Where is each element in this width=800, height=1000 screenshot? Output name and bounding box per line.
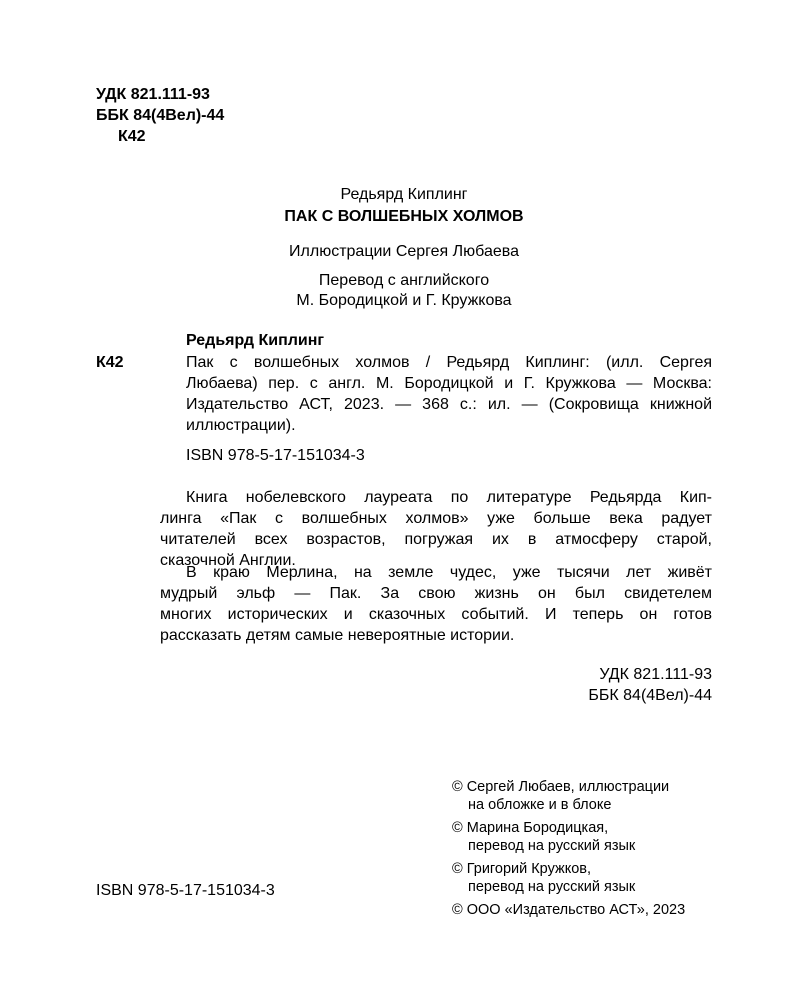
catalog-line: иллюстрации). (186, 417, 296, 434)
bbk-code: ББК 84(4Вел)-44 (96, 107, 225, 124)
copyright-line: перевод на русский язык (468, 838, 636, 854)
copyright-translator-kruzhkov (452, 860, 685, 896)
annotation-line: Книга нобелевского лауреата по литературе Редьярда Кип- (186, 489, 712, 506)
translation-credit-line1: Перевод с английского (318, 272, 490, 289)
copyright-publisher: © ООО «Издательство АСТ», 2023 (452, 902, 686, 918)
catalog-line: Издательство АСТ, 2023. — 368 с.: ил. — (Сокровища книжной (186, 396, 712, 413)
annotation-line: В краю Мерлина, на земле чудес, уже тысячи лет живёт (186, 564, 712, 581)
copyright-line: на обложке и в блоке (468, 797, 612, 813)
bbk-code-bottom: ББК 84(4Вел)-44 (588, 687, 712, 704)
udk-code-bottom: УДК 821.111-93 (599, 666, 712, 683)
copyright-line: © Григорий Кружков, (452, 861, 592, 877)
annotation-paragraph-1 (160, 487, 712, 571)
copyright-line: © Сергей Любаев, иллюстрации (452, 779, 670, 795)
annotation-line: линга «Пак с волшебных холмов» уже больше века радует (160, 510, 712, 527)
classification-top (96, 84, 224, 147)
classification-bottom (588, 664, 712, 706)
book-title: ПАК С ВОЛШЕБНЫХ ХОЛМОВ (284, 208, 524, 225)
annotation-paragraph-2 (160, 562, 712, 646)
catalog-code: К42 (96, 354, 124, 371)
annotation-line: читателей всех возрастов, погружая их в атмосферу старой, (160, 531, 712, 548)
copyright-block (452, 778, 685, 924)
catalog-description (186, 352, 712, 436)
catalog-author-heading: Редьярд Киплинг (186, 332, 325, 349)
catalog-line: Любаева) пер. с англ. М. Бородицкой и Г. Кружкова — Москва: (186, 375, 712, 392)
catalog-isbn: ISBN 978-5-17-151034-3 (186, 447, 365, 464)
author-name: Редьярд Киплинг (340, 186, 468, 203)
translation-credit-line2: М. Бородицкой и Г. Кружкова (296, 292, 512, 309)
annotation-line: мудрый эльф — Пак. За свою жизнь он был свидетелем (160, 585, 712, 602)
copyright-illustrator (452, 778, 685, 814)
catalog-line: Пак с волшебных холмов / Редьярд Киплинг: (илл. Сергея (186, 354, 712, 371)
annotation-line: многих исторических и сказочных событий. И теперь он готов (160, 606, 712, 623)
annotation-line: рассказать детям самые невероятные истории. (160, 627, 515, 644)
copyright-translator-boroditskaya (452, 819, 685, 855)
annotation-line: сказочной Англии. (160, 552, 296, 569)
copyright-line: © Марина Бородицкая, (452, 820, 609, 836)
isbn-bottom: ISBN 978-5-17-151034-3 (96, 882, 275, 899)
author-mark: К42 (118, 128, 146, 145)
illustrations-credit: Иллюстрации Сергея Любаева (289, 243, 519, 260)
copyright-line: перевод на русский язык (468, 879, 636, 895)
udk-code: УДК 821.111-93 (96, 86, 210, 103)
